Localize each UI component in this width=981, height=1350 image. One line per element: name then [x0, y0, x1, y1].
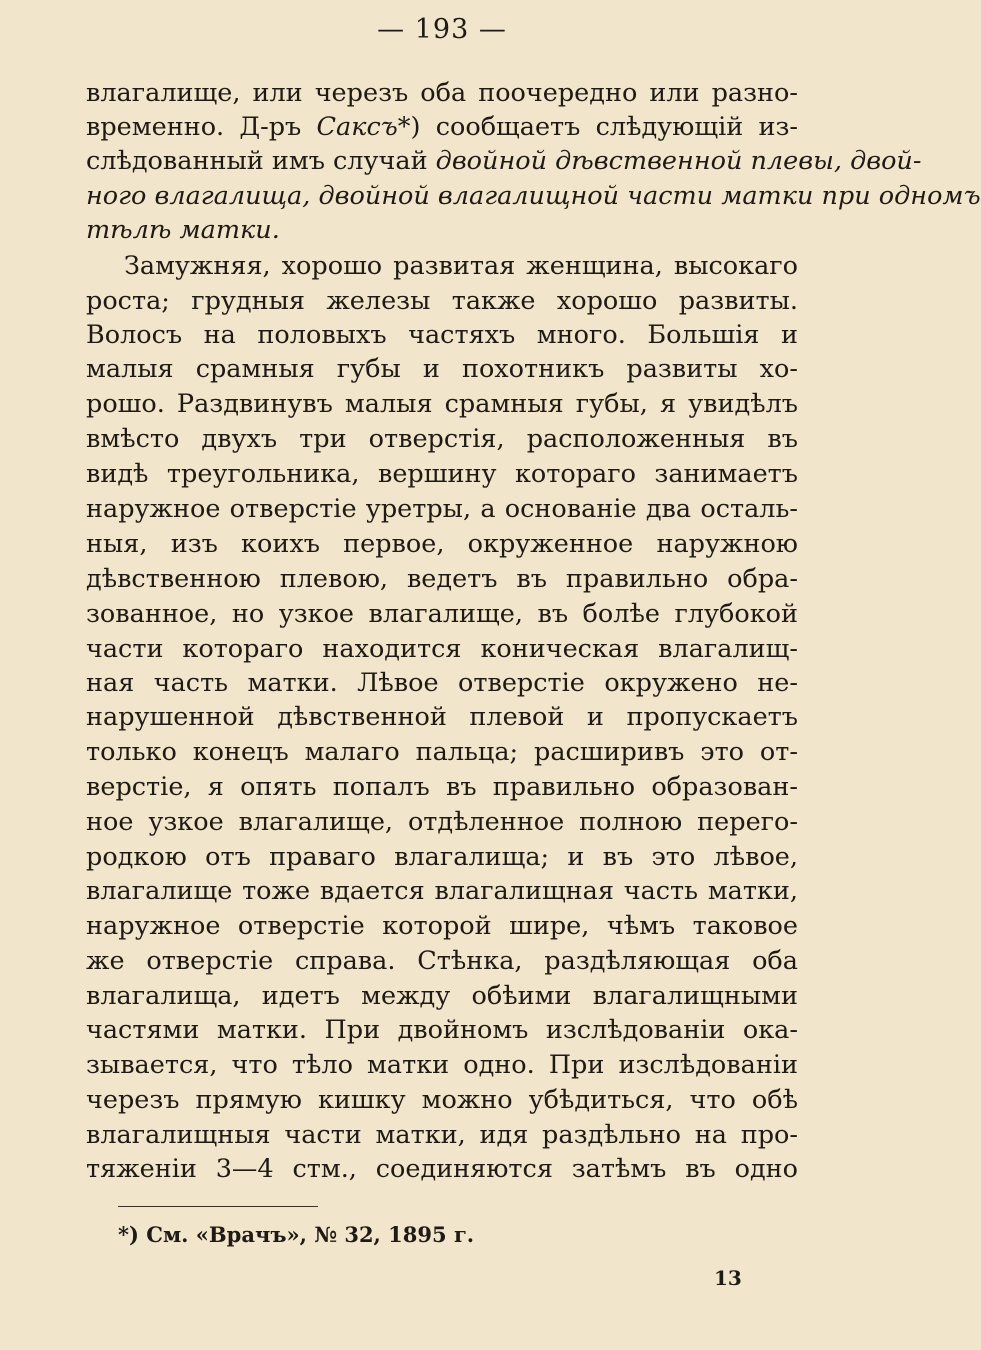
text-line: Волосъ на половыхъ частяхъ много. Большія и: [86, 320, 798, 350]
text-line: влагалище, или черезъ оба поочередно или разно-: [86, 78, 798, 108]
text-line: ного влагалища, двойной влагалищной части матки при одномъ: [86, 181, 981, 211]
text-line: частями матки. При двойномъ изслѣдованіи ока-: [86, 1015, 798, 1045]
text-line: ныя, изъ коихъ первое, окруженное наружною: [86, 529, 798, 559]
text-line: ное узкое влагалище, отдѣленное полною перего-: [86, 807, 798, 837]
page-number: — 193 —: [377, 14, 507, 45]
text-line: малыя срамныя губы и похотникъ развиты хо-: [86, 354, 798, 384]
text-line: дѣвственною плевою, ведетъ въ правильно обра-: [86, 564, 798, 594]
text-line: нарушенной дѣвственной плевой и пропускаетъ: [86, 702, 798, 732]
text-line: вмѣсто двухъ три отверстія, расположенныя въ: [86, 424, 798, 454]
text-line: наружное отверстіе уретры, а основаніе два осталь-: [86, 494, 798, 524]
text-line: тяженіи 3—4 стм., соединяются затѣмъ въ одно: [86, 1154, 798, 1184]
text-line: верстіе, я опять попалъ въ правильно образован-: [86, 772, 798, 802]
text-line: слѣдованный имъ случай двойной дѣвственной плевы, двой-: [86, 146, 922, 176]
text-line: влагалищныя части матки, идя раздѣльно на про-: [86, 1120, 798, 1150]
text-line: только конецъ малаго пальца; расширивъ это от-: [86, 737, 798, 767]
text-line: родкою отъ праваго влагалища; и въ это лѣвое,: [86, 842, 798, 872]
text-line: временно. Д-ръ Саксъ*) сообщаетъ слѣдующій из-: [86, 112, 798, 142]
text-line: ная часть матки. Лѣвое отверстіе окружено не-: [86, 668, 798, 698]
text-line: части котораго находится коническая влагалищ-: [86, 634, 798, 664]
text-line: черезъ прямую кишку можно убѣдиться, что обѣ: [86, 1085, 798, 1115]
signature-mark: 13: [714, 1266, 742, 1290]
text-line: зывается, что тѣло матки одно. При изслѣдованіи: [86, 1050, 798, 1080]
text-line: видѣ треугольника, вершину котораго занимаетъ: [86, 459, 798, 489]
text-line: роста; грудныя железы также хорошо развиты.: [86, 286, 798, 316]
text-line: же отверстіе справа. Стѣнка, раздѣляющая оба: [86, 946, 798, 976]
text-line: рошо. Раздвинувъ малыя срамныя губы, я увидѣлъ: [86, 389, 798, 419]
text-line: влагалища, идетъ между обѣими влагалищными: [86, 981, 798, 1011]
text-line: наружное отверстіе которой шире, чѣмъ таковое: [86, 911, 798, 941]
text-line: влагалище тоже вдается влагалищная часть матки,: [86, 876, 798, 906]
text-line: Замужняя, хорошо развитая женщина, высокаго: [124, 251, 798, 281]
text-line: зованное, но узкое влагалище, въ болѣе глубокой: [86, 599, 798, 629]
text-line: тѣлѣ матки.: [86, 215, 280, 245]
footnote: *) См. «Врачъ», № 32, 1895 г.: [118, 1222, 475, 1247]
footnote-divider: [118, 1206, 318, 1207]
